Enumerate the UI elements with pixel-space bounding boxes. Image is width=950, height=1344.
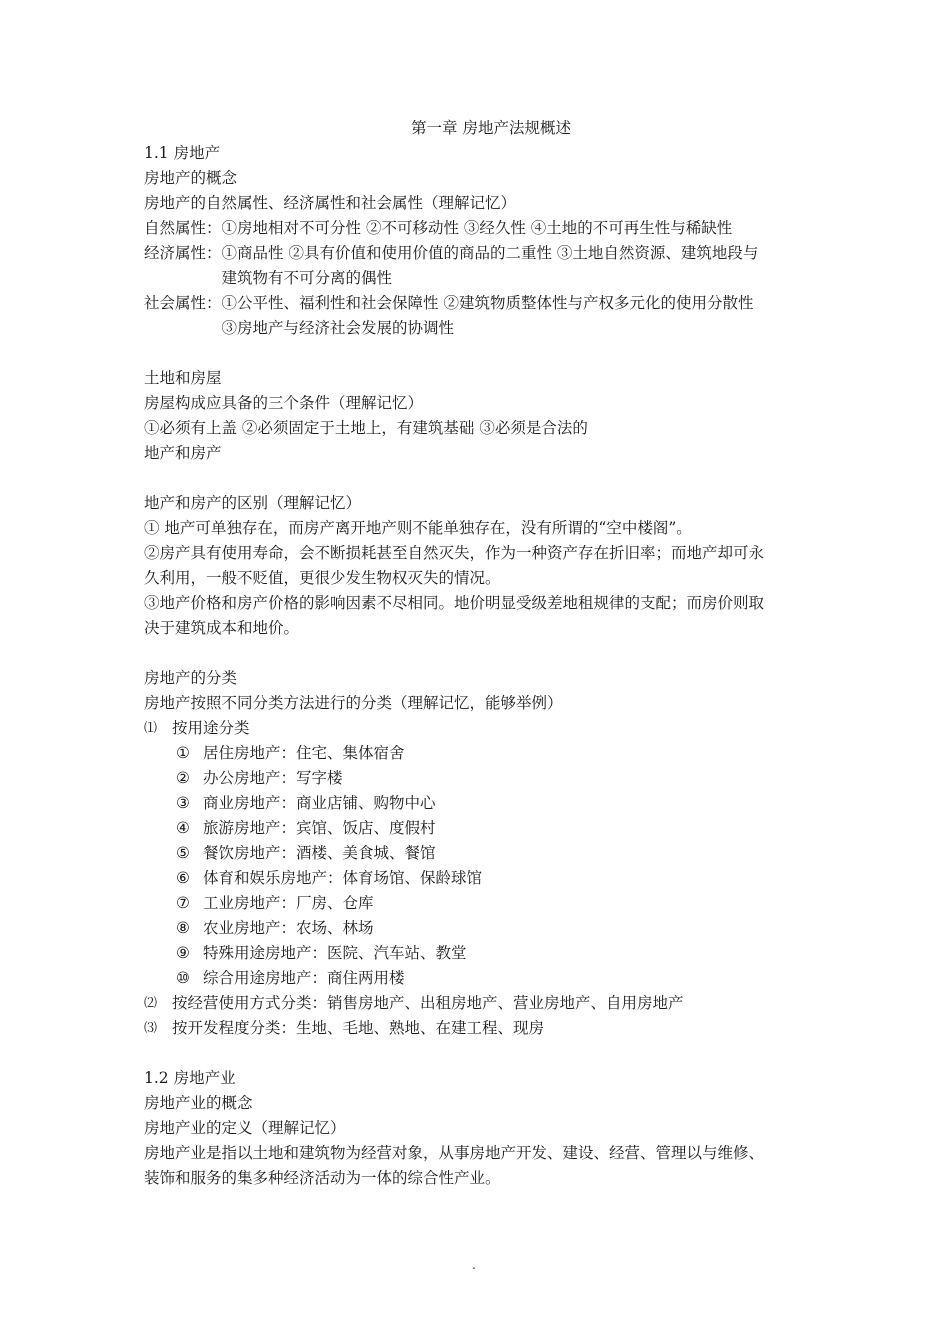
- subheading: 房地产的概念: [144, 169, 238, 187]
- subheading: 房地产的自然属性、经济属性和社会属性（理解记忆）: [144, 194, 517, 212]
- list-text: 农业房地产：农场、林场: [203, 919, 374, 937]
- list-text: 按开发程度分类：生地、毛地、熟地、在建工程、现房: [172, 1019, 545, 1037]
- list-text: 工业房地产：厂房、仓库: [203, 894, 374, 912]
- document-page: [144, 116, 814, 1191]
- natural-attributes: [144, 216, 814, 241]
- list-number: ⑥: [176, 869, 190, 887]
- list-number: ③: [176, 794, 190, 812]
- list-item: [144, 1016, 814, 1041]
- list-item: [144, 716, 814, 741]
- list-number: ①: [176, 744, 190, 762]
- attribute-text: ③房地产与经济社会发展的协调性: [221, 319, 455, 337]
- list-number: ⑦: [176, 894, 190, 912]
- paragraph-line: ① 地产可单独存在，而房产离开地产则不能单独存在，没有所谓的“空中楼阁”。: [144, 519, 692, 537]
- subheading: 房地产业的定义（理解记忆）: [144, 1119, 346, 1137]
- list-item: [144, 891, 814, 916]
- attribute-text: 建筑物有不可分离的偶性: [221, 269, 393, 287]
- attribute-text: ①商品性 ②具有价值和使用价值的商品的二重性 ③土地自然资源、建筑地段与: [221, 244, 759, 262]
- list-text: 居住房地产：住宅、集体宿舍: [203, 744, 405, 762]
- subheading: 地产和房产的区别（理解记忆）: [144, 494, 362, 512]
- list-number: ⑨: [176, 944, 190, 962]
- list-item: [144, 741, 814, 766]
- attribute-label: 经济属性：: [144, 244, 222, 262]
- list-item: [144, 941, 814, 966]
- list-text: 商业房地产：商业店铺、购物中心: [203, 794, 436, 812]
- list-number: ④: [176, 819, 190, 837]
- list-item: [144, 791, 814, 816]
- list-number: ⑶: [144, 1021, 158, 1036]
- subheading: 房地产按照不同分类方法进行的分类（理解记忆，能够举例）: [144, 694, 563, 712]
- list-text: 旅游房地产：宾馆、饭店、度假村: [203, 819, 436, 837]
- social-attributes: [144, 291, 814, 341]
- list-item: [144, 841, 814, 866]
- paragraph-line: 房地产业是指以土地和建筑物为经营对象，从事房地产开发、建设、经营、管理以与维修、: [144, 1144, 765, 1162]
- subheading: 房地产业的概念: [144, 1094, 253, 1112]
- list-number: ⑧: [176, 919, 190, 937]
- list-text: 特殊用途房地产：医院、汽车站、教堂: [203, 944, 467, 962]
- subheading: 土地和房屋: [144, 369, 222, 387]
- paragraph-line: 决于建筑成本和地价。: [144, 619, 300, 637]
- attribute-text: ①公平性、福利性和社会保障性 ②建筑物质整体性与产权多元化的使用分散性: [221, 294, 754, 312]
- paragraph: ①必须有上盖 ②必须固定于土地上，有建筑基础 ③必须是合法的: [144, 419, 588, 437]
- subheading: 房地产的分类: [144, 669, 238, 687]
- list-number: ⑤: [176, 844, 190, 862]
- subheading: 地产和房产: [144, 444, 222, 462]
- list-text: 按用途分类: [172, 719, 250, 737]
- page-footer-mark: .: [472, 1258, 476, 1272]
- attribute-label: 社会属性：: [144, 294, 222, 312]
- section-heading: 1.1 房地产: [144, 144, 221, 162]
- list-item: [144, 966, 814, 991]
- paragraph-line: ③地产价格和房产价格的影响因素不尽相同。地价明显受级差地租规律的支配；而房价则取: [144, 594, 765, 612]
- list-number: ⑩: [176, 969, 190, 987]
- list-text: 按经营使用方式分类：销售房地产、出租房地产、营业房地产、自用房地产: [172, 994, 684, 1012]
- chapter-title: 第一章 房地产法规概述: [411, 119, 571, 137]
- attribute-text: ①房地相对不可分性 ②不可移动性 ③经久性 ④土地的不可再生性与稀缺性: [221, 219, 733, 237]
- economic-attributes: [144, 241, 814, 291]
- list-item: [144, 991, 814, 1016]
- attribute-label: 自然属性：: [144, 219, 222, 237]
- list-text: 综合用途房地产：商住两用楼: [203, 969, 405, 987]
- list-text: 办公房地产：写字楼: [203, 769, 343, 787]
- list-item: [144, 916, 814, 941]
- list-item: [144, 816, 814, 841]
- subheading: 房屋构成应具备的三个条件（理解记忆）: [144, 394, 424, 412]
- paragraph-line: ②房产具有使用寿命，会不断损耗甚至自然灭失，作为一种资产存在折旧率；而地产却可永: [144, 544, 765, 562]
- list-number: ⑵: [144, 996, 158, 1011]
- list-text: 体育和娱乐房地产：体育场馆、保龄球馆: [203, 869, 483, 887]
- list-item: [144, 866, 814, 891]
- list-number: ⑴: [144, 721, 158, 736]
- list-item: [144, 766, 814, 791]
- list-text: 餐饮房地产：酒楼、美食城、餐馆: [203, 844, 436, 862]
- paragraph-line: 久利用，一般不贬值，更很少发生物权灭失的情况。: [144, 569, 501, 587]
- section-heading: 1.2 房地产业: [144, 1069, 236, 1087]
- list-number: ②: [176, 769, 190, 787]
- paragraph-line: 装饰和服务的集多种经济活动为一体的综合性产业。: [144, 1169, 501, 1187]
